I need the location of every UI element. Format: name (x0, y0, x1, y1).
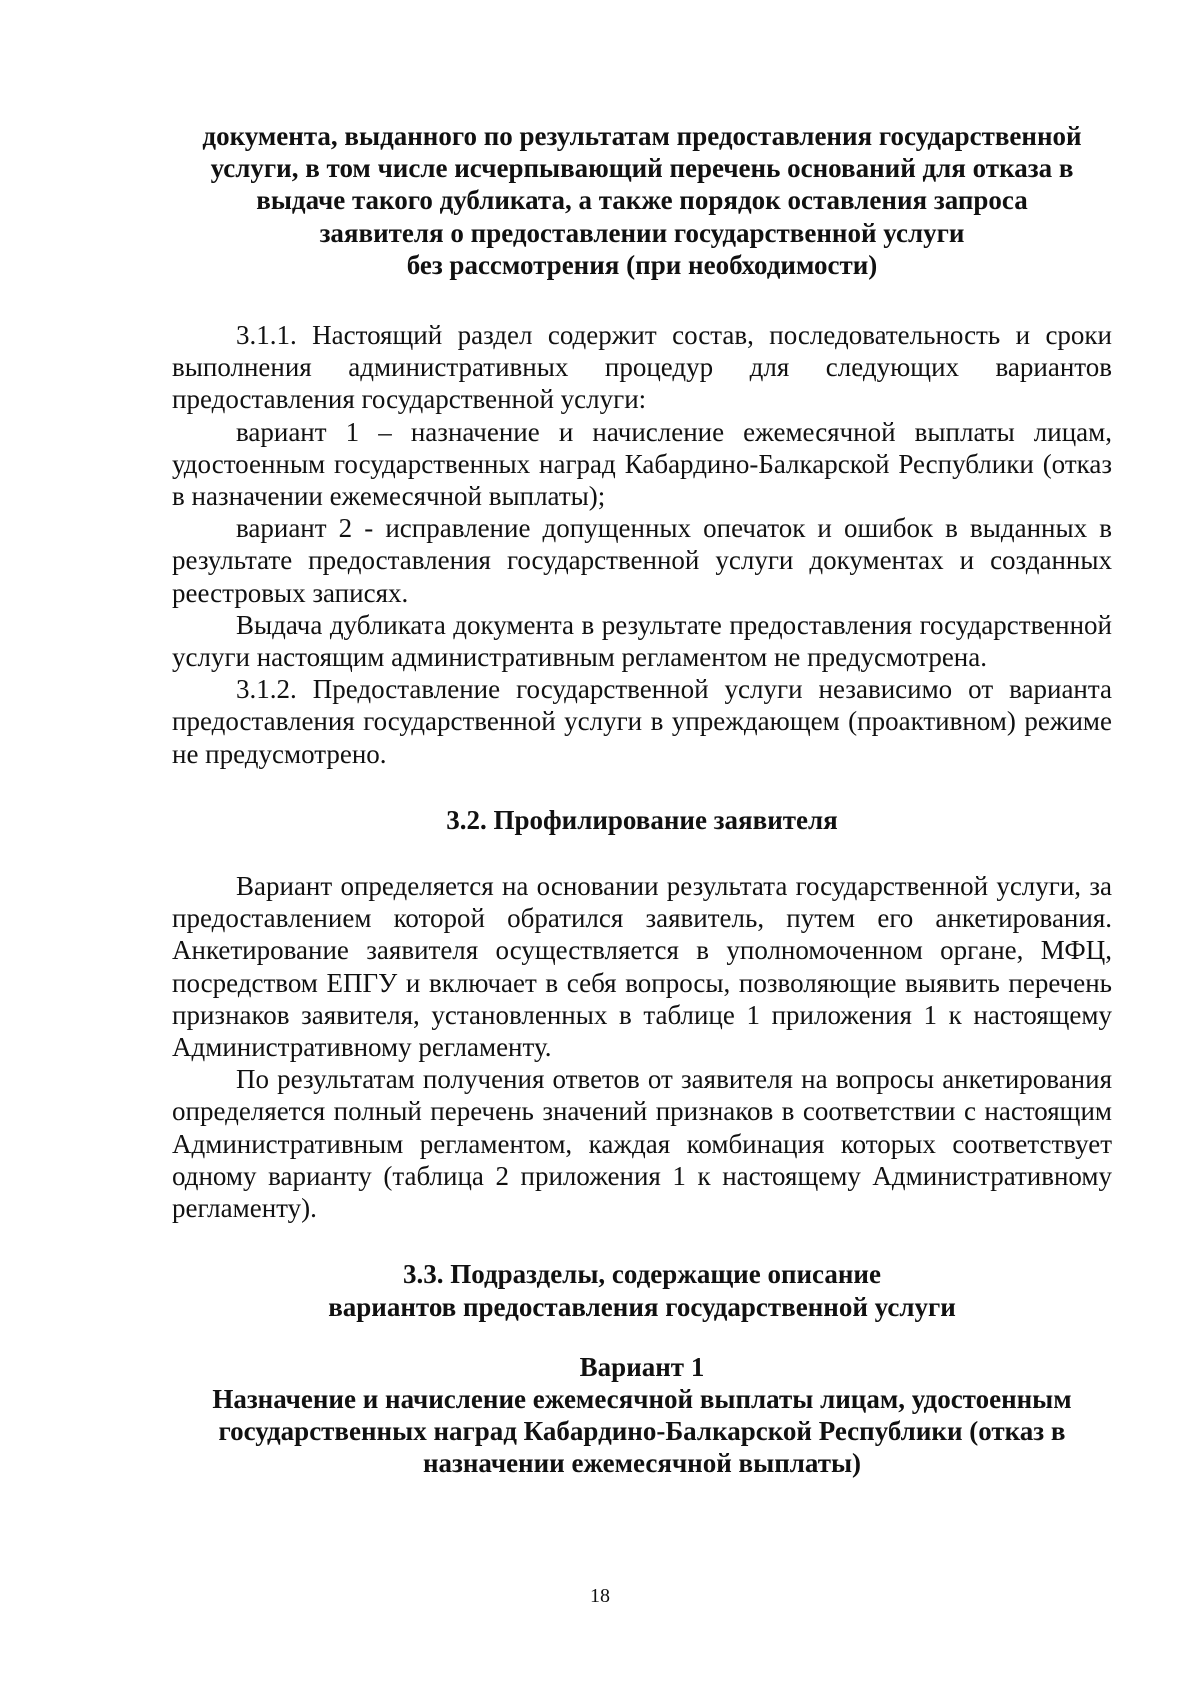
heading-line: услуги, в том числе исчерпывающий перечень оснований для отказа в (210, 153, 1074, 184)
heading-line: назначении ежемесячной выплаты) (422, 1448, 862, 1479)
paragraph-answers: По результатам получения ответов от заявителя на вопросы анкетирования определяется полный перечень значений признаков в соответствии с настоящим Административным регламентом, каждая комбинация которых соответствует одному варианту (таблица 2 приложения 1 к настоящему Административному регламенту). (172, 1064, 1112, 1224)
heading-line: Назначение и начисление ежемесячной выплаты лицам, удостоенным (212, 1383, 1072, 1414)
heading-line: государственных наград Кабардино-Балкарской Республики (отказ в (218, 1416, 1066, 1447)
variant-1-title: Вариант 1 (579, 1351, 705, 1382)
page-number: 18 (590, 1585, 610, 1607)
paragraph-profiling: Вариант определяется на основании результата государственной услуги, за предоставлением которой обратился заявитель, путем его анкетирования. Анкетирование заявителя осуществляется в уполномоченном органе, МФЦ, посредством ЕПГУ и включает в себя вопросы, позволяющие выявить перечень признаков заявителя, установленных в таблице 1 приложения 1 к настоящему Административному регламенту. (172, 871, 1112, 1063)
document-page (172, 120, 1112, 1480)
section-3-1-body (172, 319, 1112, 770)
paragraph-duplicate: Выдача дубликата документа в результате предоставления государственной услуги настоящим административным регламентом не предусмотрена. (172, 609, 1112, 673)
heading-line: заявителя о предоставлении государственной услуги (319, 217, 965, 248)
variant-1-subtitle (172, 1383, 1112, 1480)
paragraph-3-1-1: 3.1.1. Настоящий раздел содержит состав, последовательность и сроки выполнения административных процедур для следующих вариантов предоставления государственной услуги: (172, 320, 1112, 415)
paragraph-3-1-2: 3.1.2. Предоставление государственной услуги независимо от варианта предоставления государственной услуги в упреждающем (проактивном) режиме не предусмотрено. (172, 674, 1112, 769)
paragraph-variant-1: вариант 1 – назначение и начисление ежемесячной выплаты лицам, удостоенным государственных наград Кабардино-Балкарской Республики (отказ в назначении ежемесячной выплаты); (172, 416, 1112, 512)
section-3-3-title (172, 1258, 1112, 1322)
heading-line: документа, выданного по результатам предоставления государственной (202, 121, 1082, 151)
paragraph-variant-2: вариант 2 - исправление допущенных опечаток и ошибок в выданных в результате предоставления государственной услуги документах и созданных реестровых записях. (172, 513, 1112, 608)
heading-line: вариантов предоставления государственной услуги (328, 1291, 956, 1322)
heading-line: без рассмотрения (при необходимости) (406, 249, 878, 280)
section-heading-continuation (172, 120, 1112, 281)
section-3-2-title: 3.2. Профилирование заявителя (446, 804, 838, 835)
heading-line: выдаче такого дубликата, а также порядок оставления запроса (256, 185, 1028, 216)
heading-line: 3.3. Подразделы, содержащие описание (403, 1259, 881, 1290)
section-3-2-body (172, 870, 1112, 1224)
